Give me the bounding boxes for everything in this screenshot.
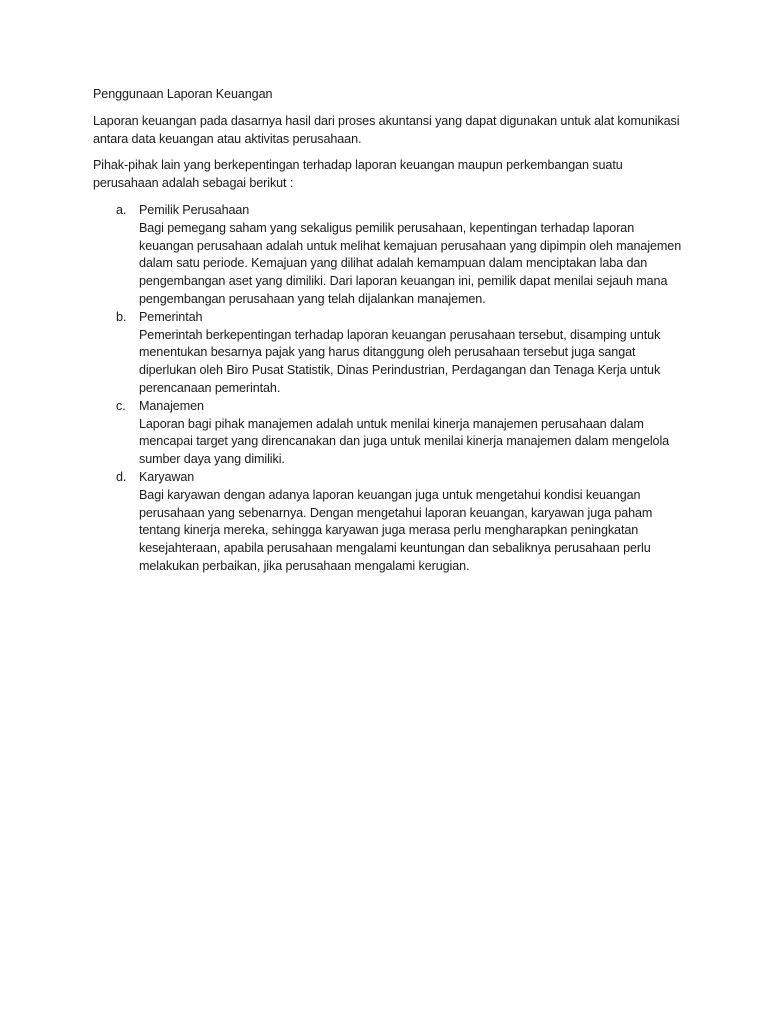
list-item-title: Pemilik Perusahaan xyxy=(139,202,250,217)
list-marker: a. xyxy=(116,202,127,217)
list-item-title: Manajemen xyxy=(139,398,204,413)
list-item-pemilik xyxy=(93,202,683,309)
stakeholder-list xyxy=(93,202,683,576)
list-item-title: Karyawan xyxy=(139,469,195,484)
list-item-manajemen xyxy=(93,398,683,469)
intro-paragraph: Laporan keuangan pada dasarnya hasil dari proses akuntansi yang dapat digunakan untuk alat komunikasi antara data keuangan atau aktivitas perusahaan. xyxy=(93,113,680,146)
list-marker: b. xyxy=(116,309,127,324)
list-item-body: Laporan bagi pihak manajemen adalah untuk menilai kinerja manajemen perusahaan dalam mencapai target yang direncanakan dan juga untuk menilai kinerja manajemen dalam mengelola sumber daya yang dimiliki. xyxy=(139,416,670,467)
stakeholders-paragraph: Pihak-pihak lain yang berkepentingan terhadap laporan keuangan maupun perkembangan suatu perusahaan adalah sebagai berikut : xyxy=(93,158,623,191)
list-marker: d. xyxy=(116,469,127,484)
document-content xyxy=(93,86,683,576)
list-item-pemerintah xyxy=(93,309,683,398)
list-item-body: Bagi karyawan dengan adanya laporan keuangan juga untuk mengetahui kondisi keuangan perusahaan yang sebenarnya. Dengan mengetahui laporan keuangan, karyawan juga paham tentang kinerja mereka, sehingga karyawan juga merasa perlu mengharapkan peningkatan kesejahteraan, apabila perusahaan mengalami keuntungan dan sebaliknya perusahaan perlu melakukan perbaikan, jika perusahaan mengalami kerugian. xyxy=(139,487,653,573)
list-marker: c. xyxy=(116,398,126,413)
list-item-title: Pemerintah xyxy=(139,309,203,324)
list-item-karyawan xyxy=(93,469,683,576)
list-item-body: Bagi pemegang saham yang sekaligus pemilik perusahaan, kepentingan terhadap laporan keuangan perusahaan adalah untuk melihat kemajuan perusahaan yang dipimpin oleh manajemen dalam satu periode. Kemajuan yang dilihat adalah kemampuan dalam menciptakan laba dan pengembangan aset yang dimiliki. Dari laporan keuangan ini, pemilik dapat menilai sejauh mana pengembangan perusahaan yang telah dijalankan manajemen. xyxy=(139,220,682,306)
document-title: Penggunaan Laporan Keuangan xyxy=(93,87,273,101)
list-item-body: Pemerintah berkepentingan terhadap laporan keuangan perusahaan tersebut, disamping untuk menentukan besarnya pajak yang harus ditanggung oleh perusahaan tersebut juga sangat diperlukan oleh Biro Pusat Statistik, Dinas Perindustrian, Perdagangan dan Tenaga Kerja untuk perencanaan pemerintah. xyxy=(139,327,661,395)
